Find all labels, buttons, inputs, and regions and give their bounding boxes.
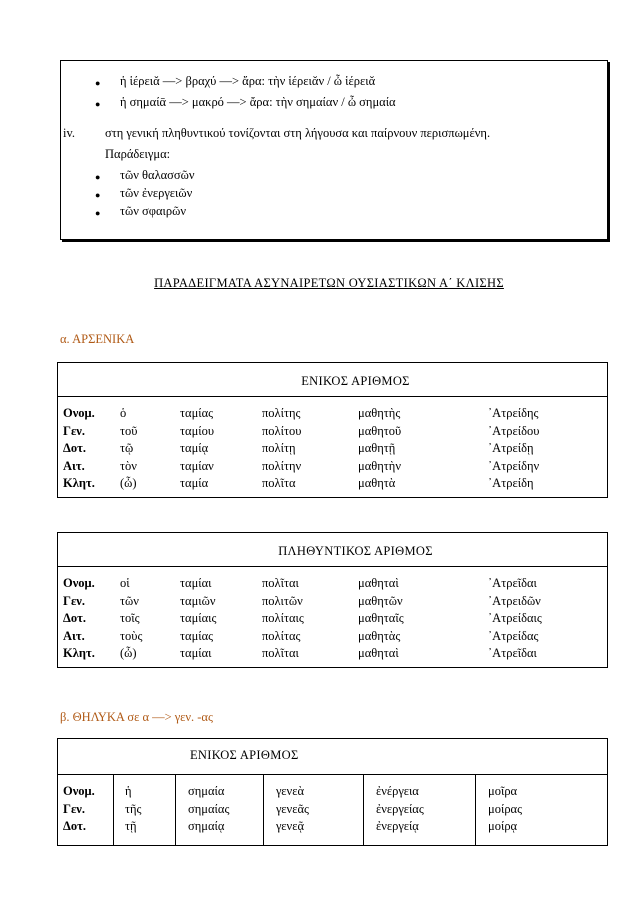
table-cell: γενεὰ [276, 784, 305, 798]
table-cell: ὁ [120, 406, 127, 420]
table-cell: ταμίᾳ [180, 441, 209, 455]
main-heading: ΠΑΡΑΔΕΙΓΜΑΤΑ ΑΣΥΝΑΙΡΕΤΩΝ ΟΥΣΙΑΣΤΙΚΩΝ Α΄ ΚΛΙΣΗΣ [154, 276, 504, 290]
table-cell: ταμίαι [180, 646, 212, 660]
case-label: Αιτ. [63, 458, 85, 473]
table-cell: ταμίαις [180, 611, 217, 625]
table-cell: (ὦ) [120, 476, 137, 490]
case-label: Κλητ. [63, 476, 95, 490]
table-cell: πολίταις [262, 611, 304, 625]
table-cell: ᾿Ατρείδῃ [488, 441, 534, 455]
noun-column-3 [358, 405, 401, 493]
case-column [63, 575, 95, 663]
table-cell: ταμίαι [180, 576, 212, 590]
table-cell: ᾿Ατρειδῶν [488, 593, 541, 608]
table-cell: πολίτῃ [262, 441, 296, 455]
table-cell: ᾿Ατρείδην [488, 458, 540, 473]
rule-item-number: iv. [63, 126, 76, 140]
table-cell: ἐνεργείας [376, 801, 424, 816]
table-cell: ταμίαν [180, 458, 214, 473]
article-column [120, 405, 137, 493]
table-cell: ταμίας [180, 406, 214, 420]
table-divider [57, 774, 608, 775]
case-label: Ονομ. [63, 784, 95, 798]
table-cell: τοῖς [120, 611, 140, 625]
column-divider [475, 774, 476, 846]
table-cell: πολίτας [262, 628, 301, 643]
noun-column-1 [180, 405, 214, 493]
column-divider [175, 774, 176, 846]
noun-column-4 [488, 405, 539, 493]
section-a-title: α. ΑΡΣΕΝΙΚΑ [60, 332, 135, 346]
case-label: Κλητ. [63, 646, 95, 660]
table-cell: τοῦ [120, 423, 138, 438]
table-cell: τῇ [125, 819, 137, 833]
table-cell: μαθητῇ [358, 441, 396, 455]
bullet-icon: ● [95, 208, 101, 218]
table-cell: ᾿Ατρείδης [488, 406, 539, 420]
noun-column-1 [188, 783, 229, 836]
table-cell: τὸν [120, 458, 137, 473]
column-divider [263, 774, 264, 846]
table-cell: μαθηταὶ [358, 646, 399, 660]
table-cell: σημαία [188, 784, 225, 798]
noun-column-2 [262, 405, 301, 493]
article-column [125, 783, 142, 836]
case-label: Δοτ. [63, 819, 86, 833]
table-cell: ᾿Ατρεῖδαι [488, 646, 537, 660]
table-cell: ᾿Ατρείδη [488, 476, 534, 490]
table-title: ΕΝΙΚΟΣ ΑΡΙΘΜΟΣ [301, 374, 410, 388]
table-cell: μαθηταῖς [358, 611, 404, 625]
case-label: Δοτ. [63, 611, 86, 625]
case-label: Ονομ. [63, 406, 95, 420]
table-cell: (ὦ) [120, 646, 137, 660]
case-label: Γεν. [63, 801, 86, 816]
case-label: Γεν. [63, 423, 86, 438]
bullet-icon: ● [95, 78, 101, 88]
table-cell: μαθητὰς [358, 628, 401, 643]
table-cell: ταμίου [180, 423, 215, 438]
case-label: Αιτ. [63, 628, 85, 643]
table-cell: μοίρᾳ [488, 819, 518, 833]
table-cell: τῆς [125, 801, 142, 816]
table-cell: ταμία [180, 476, 209, 490]
table-cell: μαθητοῦ [358, 423, 402, 438]
table-cell: μοῖρα [488, 784, 518, 798]
case-column [63, 405, 95, 493]
table-cell: μαθητὴν [358, 458, 401, 473]
table-cell: ἐνέργεια [376, 784, 419, 798]
table-cell: οἱ [120, 576, 130, 590]
table-title: ΠΛΗΘΥΝΤΙΚΟΣ ΑΡΙΘΜΟΣ [278, 544, 433, 558]
noun-column-4 [488, 783, 522, 836]
table-cell: ᾿Ατρείδας [488, 628, 539, 643]
table-cell: πολῖτα [262, 476, 296, 490]
noun-column-4 [488, 575, 542, 663]
article-column [120, 575, 142, 663]
table-title: ΕΝΙΚΟΣ ΑΡΙΘΜΟΣ [190, 748, 299, 762]
table-cell: πολίτης [262, 406, 301, 420]
table-cell: τῶν [120, 593, 139, 608]
table-cell: ταμιῶν [180, 593, 216, 608]
table-cell: τῷ [120, 441, 134, 455]
example-label: Παράδειγμα: [105, 147, 171, 161]
case-label: Γεν. [63, 593, 86, 608]
table-cell: ᾿Ατρεῖδαι [488, 576, 537, 590]
bullet-icon: ● [95, 172, 101, 182]
table-cell: ταμίας [180, 628, 214, 643]
table-cell: ᾿Ατρείδαις [488, 611, 542, 625]
table-divider [57, 396, 608, 397]
noun-column-3 [358, 575, 404, 663]
table-cell: πολιτῶν [262, 593, 303, 608]
example-item-1: τῶν θαλασσῶν [120, 168, 195, 182]
rule-item-text: στη γενική πληθυντικού τονίζονται στη λήγουσα και παίρνουν περισπωμένη. [105, 126, 491, 140]
table-cell: τοὺς [120, 628, 143, 643]
section-b-title: β. ΘΗΛΥΚΑ σε α —> γεν. -ας [60, 710, 213, 724]
table-cell: μαθητὴς [358, 406, 401, 420]
table-cell: γενεᾶς [276, 801, 309, 816]
column-divider [113, 774, 114, 846]
noun-column-2 [276, 783, 309, 836]
table-divider [57, 566, 608, 567]
noun-column-3 [376, 783, 424, 836]
rule-bullet-2: ἡ σημαίᾱ —> μακρό —> ἄρα: τὴν σημαίαν / ὦ σημαία [120, 95, 396, 109]
table-cell: πολίτην [262, 458, 302, 473]
noun-column-2 [262, 575, 304, 663]
table-cell: πολῖται [262, 576, 299, 590]
table-cell: σημαίας [188, 801, 230, 816]
table-cell: ἐνεργείᾳ [376, 819, 419, 833]
table-cell: μαθητῶν [358, 593, 403, 608]
table-cell: πολῖται [262, 646, 299, 660]
bullet-icon: ● [95, 99, 101, 109]
table-cell: ᾿Ατρείδου [488, 423, 540, 438]
case-label: Ονομ. [63, 576, 95, 590]
table-cell: ἡ [125, 784, 132, 798]
table-cell: μαθητὰ [358, 476, 396, 490]
case-label: Δοτ. [63, 441, 86, 455]
case-column [63, 783, 95, 836]
rule-bullet-1: ἡ ἱέρειᾰ —> βραχύ —> ἄρα: τὴν ἱέρειᾰν / ὦ ἱέρειᾰ [120, 74, 376, 88]
table-cell: μαθηταὶ [358, 576, 399, 590]
example-item-3: τῶν σφαιρῶν [120, 204, 187, 218]
table-cell: μοίρας [488, 801, 523, 816]
table-cell: πολίτου [262, 423, 302, 438]
example-item-2: τῶν ἐνεργειῶν [120, 186, 193, 200]
noun-column-1 [180, 575, 217, 663]
table-cell: γενεᾷ [276, 819, 305, 833]
bullet-icon: ● [95, 190, 101, 200]
column-divider [363, 774, 364, 846]
table-cell: σημαίᾳ [188, 819, 225, 833]
